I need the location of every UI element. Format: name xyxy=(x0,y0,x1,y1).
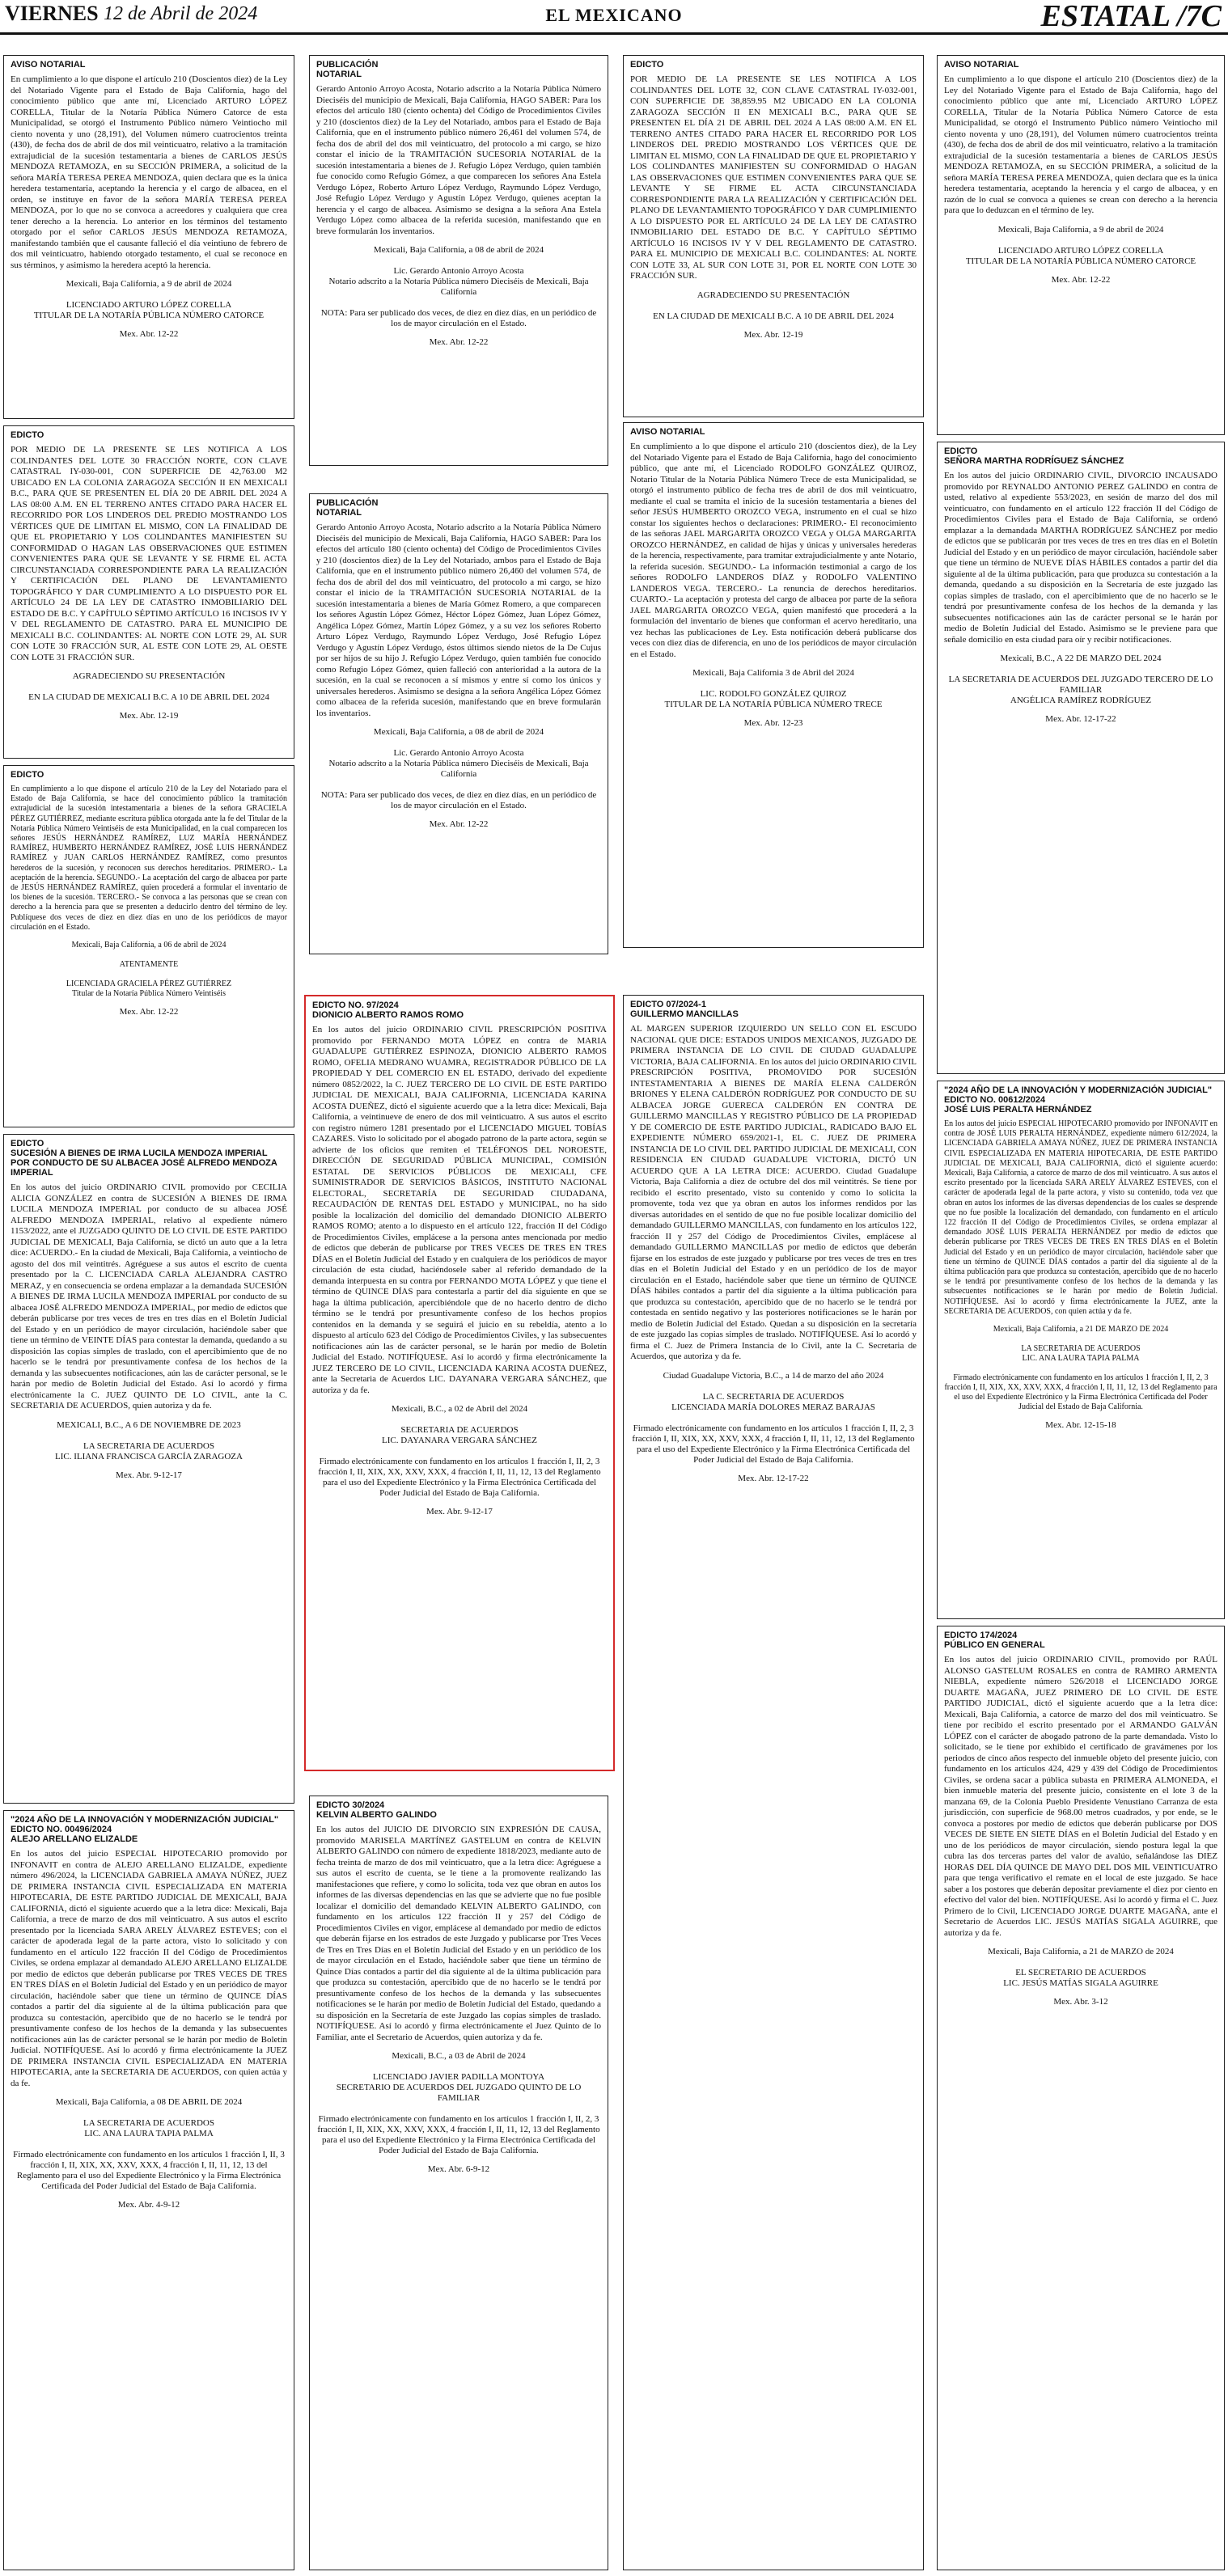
notice-edicto-perez-gutierrez xyxy=(3,765,294,1127)
notice-heading: AVISO NOTARIAL xyxy=(630,427,705,437)
notice-reference: Mex. Abr. 9-12-17 xyxy=(116,1470,182,1480)
notice-reference: Mex. Abr. 12-22 xyxy=(429,819,489,829)
notice-heading: EDICTO SEÑORA MARTHA RODRÍGUEZ SÁNCHEZ xyxy=(944,446,1124,466)
notice-edicto-ramos-romo xyxy=(304,995,615,1771)
notice-body: En los autos del JUICIO DE DIVORCIO SIN EXPRESIÓN DE CAUSA, promovido MARISELA MARTÍNEZ GASTELUM en contra de KELVIN ALBERTO GALINDO con número de expediente 1818/2023, mediante auto de fecha treinta de marzo de dos mil veinticuatro, que a la letra dice: Agréguese a sus autos el escrito de cuenta, se le tiene a la promovente realizando las manifestaciones que refiere, y como lo solicita, toda vez que obran en autos los informes de las diversas dependencias en las que se advierte que no fue posible localizar el domicilio del demandado KELVIN ALBERTO GALINDO, con fundamento en los artículos 122 fracción II y 257 del Código de Procedimientos Civiles en vigor, emplácese al demandado por medio de edictos que deberán fijarse en los estrados de este Juzgado y publicarse por Tres Veces de Tres en Tres Días en el Boletín Judicial del Estado y en un periódico de los de mayor circulación en el Estado, haciéndole saber que tiene un término de Quince Días contados a partir del día siguiente al de la última publicación para que produzca su contestación, apercibido que de no hacerlo se le tendrá por presuntivamente confeso de los hechos de la demanda y las subsecuentes notificaciones se le harán por medio de Boletín Judicial del Estado, quedando a su disposición en la Secretaría de este Juzgado las copias simples de traslado. NOTIFÍQUESE. Así lo acordó y firma electrónicamente el Juez Quinto de lo Familiar, ante el Secretario de Acuerdos, quien autoriza y da fe. xyxy=(316,1825,603,2042)
notice-body: Gerardo Antonio Arroyo Acosta, Notario adscrito a la Notaría Pública Número Dieciséis del municipio de Mexicali, Baja California, HAGO SABER: Para los efectos del artículo 180 (ciento ochenta) del Código de Procedimientos Civiles y 210 (doscientos diez) de la Ley del Notariado, ambos para el Estado de Baja California, que en el instrumento público número 26,460 del volumen 574, de fecha dos de abril del dos mil veinticuatro, del protocolo a mi cargo, se hizo constar el inicio de la TRAMITACIÓN SUCESORIA NOTARIAL de la sucesión intestamentaria a bienes de María Gómez Romero, a que comparecen los señores Agustín López Gómez, Héctor López Gómez, Juan López Gómez, Angélica López Gómez, Martín López Gómez, y a su vez los señores Roberto Arturo López Verdugo, Raymundo López Verdugo, José Refugio López Verdugo y Agustín López Verdugo, éstos últimos siendo nietos de la De Cujus por ser hijos de su hijo J. Refugio López Verdugo, quien también fue conocido como Refugio López Gómez, quien falleció con anterioridad a la autora de la sucesión, en la cual se reconocen a sí mismos y entre sí como los únicos y universales herederos. Asimismo se designa a la señora Angélica López Gómez como albacea de la referida sucesión, manifestando que en breve formularán los inventarios. xyxy=(316,522,603,718)
notice-signature: Mexicali, Baja California, a 08 de abril de 2024 Lic. Gerardo Antonio Arroyo Acosta Notario adscrito a la Notaría Pública número Dieciséis de Mexicali, Baja California NOTA: Para ser publicado dos veces, de diez en diez días, en un periódico de los de mayor circulación en el Estado. xyxy=(320,245,597,328)
notice-aviso-notarial-lopez-corella xyxy=(3,55,294,419)
notice-edicto-publico-en-general xyxy=(937,1626,1225,2570)
notice-reference: Mex. Abr. 12-23 xyxy=(743,718,803,728)
notice-heading: EDICTO 174/2024 PÚBLICO EN GENERAL xyxy=(944,1631,1045,1650)
notice-heading: "2024 AÑO DE LA INNOVACIÓN Y MODERNIZACIÓN JUDICIAL" EDICTO NO. 00612/2024 JOSÉ LUIS PERALTA HERNÁNDEZ xyxy=(944,1085,1213,1115)
notice-reference: Mex. Abr. 12-17-22 xyxy=(738,1473,809,1483)
notice-signature: AGRADECIENDO SU PRESENTACIÓN EN LA CIUDAD DE MEXICALI B.C. A 10 DE ABRIL DEL 2024 xyxy=(653,290,894,321)
notice-signature: Mexicali, Baja California, a 9 de abril de 2024 LICENCIADO ARTURO LÓPEZ CORELLA TITULAR DE LA NOTARÍA PÚBLICA NÚMERO CATORCE xyxy=(965,224,1196,266)
notice-body: En los autos del juicio ORDINARIO CIVIL, promovido por RAÚL ALONSO GASTELUM ROSALES en contra de RAMIRO ARMENTA NIEBLA, expediente número 526/2018 el LICENCIADO JORGE DUARTE MAGAÑA, JUEZ PRIMERO DE LO CIVIL DE ESTE PARTIDO JUDICIAL, dictó el siguiente acuerdo que a la letra dice: Mexicali, Baja California, a catorce de marzo del dos mil veinticuatro. Se tiene por recibido el escrito presentado por el ARMANDO GALVÁN LÓPEZ con el carácter de abogado patrono de la parte demandada. Visto lo solicitado, se le tiene por exhibido el certificado de gravámenes por los periodos de cinco años respecto del inmueble objeto del presente juicio, con fundamento en los artículos 424, 429 y 439 del Código de Procedimientos Civiles, se ordena sacar a pública subasta en PRIMERA ALMONEDA, el bien inmueble materia del presente juicio, consistente en el lote 3 de la manzana 69, de la Colonia Pueblo Presidente Venustiano Carranza de esta jurisdicción, con superficie de 968.00 metros cuadrados, y por ende, se le convoca a postores por medio de edictos que deberán publicarse por DOS VECES DE SIETE EN SIETE DÍAS en el Boletín Judicial del Estado y en uno de los periódicos de mayor circulación, siendo postura legal la que cubra las dos terceras partes del valor de avalúo, señalándose las DIEZ HORAS DEL DÍA QUINCE DE MAYO DEL DOS MIL VEINTICUATRO para que tenga verificativo el remate en el local de este juzgado. Se hace saber a los postores que deberán depositar previamente el diez por ciento en efectivo del valor del bien. NOTIFÍQUESE. Así lo acordó y firma el C. Juez Primero de lo Civil, LICENCIADO JORGE DUARTE MAGAÑA, ante el Secretario de Acuerdos LIC. JESÚS MATÍAS SIGALA AGUIRRE, que autoriza y da fe. xyxy=(944,1655,1220,1938)
notice-edicto-lote-32 xyxy=(623,55,924,417)
notice-edicto-lote-30 xyxy=(3,425,294,759)
notice-reference: Mex. Abr. 12-22 xyxy=(429,337,489,347)
notice-heading: PUBLICACIÓN NOTARIAL xyxy=(316,498,379,518)
notice-body: En los autos del juicio ESPECIAL HIPOTECARIO promovido por INFONAVIT en contra de ALEJO ARELLANO ELIZALDE, expediente número 496/2024, la LICENCIADA GABRIELA AMAYA NÚÑEZ, JUEZ DE PRIMERA INSTANCIA CIVIL ESPECIALIZADA EN MATERIA HIPOTECARIA, DE ESTE PARTIDO JUDICIAL DE MEXICALI, BAJA CALIFORNIA, dictó el siguiente acuerdo que a la letra dice: Mexicali, Baja California, a trece de marzo de dos mil veinticuatro. A sus autos el escrito presentado por la licenciada SARA ARELY ÁLVAREZ ESTEVES; con el carácter de apoderada legal de la parte actora, visto lo solicitado y con fundamento en el artículo 122 fracción II del Código de Procedimientos Civiles, se ordena emplazar al demandado ALEJO ARELLANO ELIZALDE por medio de edictos que deberán publicarse por TRES VECES DE TRES EN TRES DÍAS en el Boletín Judicial del Estado y en un periódico de mayor circulación, haciéndole saber que tiene un término de QUINCE DÍAS contados a partir del día siguiente al de la última publicación para que produzca su contestación, apercibido que de no hacerlo se le tendrá por presuntivamente confeso de los hechos de la demanda y las subsecuentes notificaciones aún las de carácter personal se le harán por medio de Boletín Judicial. NOTIFÍQUESE. Así lo acordó y firma electrónicamente la JUEZ DE PRIMERA INSTANCIA CIVIL ESPECIALIZADA EN MATERIA HIPOTECARIA, ante la SECRETARIA DE ACUERDOS, con quien actúa y da fe. xyxy=(11,1849,290,2088)
notice-body: En los autos del juicio ORDINARIO CIVIL PRESCRIPCIÓN POSITIVA promovido por FERNANDO MOTA LÓPEZ en contra de MARIA GUADALUPE GUTIÉRREZ ESPINOZA, DIONICIO ALBERTO RAMOS ROMO, OFELIA MEDRANO WUAMRA, REGISTRADOR PÚBLICO DE LA PROPIEDAD Y DEL COMERCIO EN EL ESTADO, derivado del expediente número 0852/2022, la C. JUEZ TERCERO DE LO CIVIL DE ESTE PARTIDO JUDICIAL DE MEXICALI, BAJA CALIFORNIA, LICENCIADA KARINA ACOSTA DUEÑEZ, dictó el siguiente acuerdo que a la letra dice: Mexicali, Baja California, a veintinueve de enero de dos mil veinticuatro. A sus autos el escrito con registro número 1281 presentado por el LICENCIADO MIGUEL TOBÍAS CAZARES. Visto lo solicitado por el abogado patrono de la parte actora, según se advierte de los oficios que remiten el TELÉFONOS DEL NOROESTE, DIRECCIÓN DE SEGURIDAD PÚBLICA MUNICIPAL, COMISIÓN ESTATAL DE SERVICIOS PÚBLICOS DE MEXICALI, CFE SUMINISTRADOR DE SERVICIOS BÁSICOS, INSTITUTO NACIONAL ELECTORAL, SECRETARÍA DE SEGURIDAD CIUDADANA, RECAUDACIÓN DE RENTAS DEL ESTADO y MUNICIPAL, no ha sido posible la localización del domicilio del demandado DIONICIO ALBERTO RAMOS ROMO; atento a lo dispuesto en el artículo 122, fracción II del Código de Procedimientos Civiles, emplácese a la persona antes mencionada por medio de edictos que deberán de publicarse por TRES VECES DE TRES EN TRES DÍAS en el Boletín Judicial del Estado y en cualquiera de los periódicos de mayor circulación de esta ciudad, haciéndosele saber al referido demandado de la demanda interpuesta en su contra por FERNANDO MOTA LÓPEZ y que tiene el término de QUINCE DÍAS para contestarla a partir del día siguiente en que se haga la última publicación, apercibiéndole que de no hacerlo dentro de dicho término se le tendrá por presuntivamente confeso de los hechos propios contenidos en la demanda y se seguirá el juicio en su rebeldía, atento a lo dispuesto al artículo 623 del Código de Procedimientos Civiles, y las subsecuentes notificaciones aún las de carácter personal, se le harán por medio de Boletín Judicial del Estado. NOTIFÍQUESE. Así lo acordó y firma electrónicamente la JUEZ TERCERO DE LO CIVIL, LICENCIADA KARINA ACOSTA DUEÑEZ, ante la Secretaria de Acuerdos LIC. DAYANARA VERGARA SÁNCHEZ, que autoriza y da fe. xyxy=(312,1025,609,1395)
notice-heading: EDICTO xyxy=(11,430,44,440)
notice-aviso-notarial-lopez-corella-2 xyxy=(937,55,1225,435)
notice-edicto-arellano-elizalde xyxy=(3,1810,294,2570)
notice-signature: Mexicali, Baja California, a 21 DE MARZO DE 2024 LA SECRETARIA DE ACUERDOS LIC. ANA LAURA TAPIA PALMA Firmado electrónicamente con fundamento en los artículos 1 fracción I, II, 2, 3 fracción I, II, XIX, XX, XXV, XXX, 4 fracción I, II, 11, 12, 13 del Reglamento para el uso del Expediente Electrónico y la Firma Electrónica Certificada del Poder Judicial del Estado de Baja California. xyxy=(944,1325,1217,1412)
notice-body: En los autos del juicio ORDINARIO CIVIL promovido por CECILIA ALICIA GONZÁLEZ en contra de SUCESIÓN A BIENES DE IRMA LUCILA MENDOZA IMPERIAL por conducto de su albacea JOSÉ ALFREDO MENDOZA IMPERIAL, relativo al expediente número 1153/2022, ante el JUZGADO QUINTO DE LO CIVIL DE ESTE PARTIDO JUDICIAL DE MEXICALI, Baja California, se dictó un auto que a la letra dice: ACUERDO.- En la ciudad de Mexicali, Baja California, a veintiocho de agosto del dos mil veintitrés. Agréguese a sus autos el escrito de cuenta presentado por la C. LICENCIADA CARLA ALEJANDRA CASTRO MERAZ, y en consecuencia se ordena emplazar a la demandada SUCESIÓN A BIENES DE IRMA LUCILA MENDOZA IMPERIAL por conducto de su albacea JOSÉ ALFREDO MENDOZA IMPERIAL, por medio de edictos que deberán publicarse por tres veces de tres en tres días en el Boletín Judicial del Estado y en un periódico de mayor circulación, haciéndole saber que tiene un término de VEINTE DÍAS para contestar la demanda, quedando a su disposición las copias simples de traslado, con el apercibimiento que de no hacerlo se le tendrá por presuntivamente confesa de los hechos de la demanda y las subsecuentes notificaciones, aún las de carácter personal, se le harán por medio de Boletín Judicial del Estado. Así lo acordó y firma electrónicamente la C. JUEZ QUINTO DE LO CIVIL, ante la C. SECRETARIA DE ACUERDOS, quien autoriza y da fe. xyxy=(11,1182,290,1411)
notice-signature: AGRADECIENDO SU PRESENTACIÓN EN LA CIUDAD DE MEXICALI B.C. A 10 DE ABRIL DEL 2024 xyxy=(28,671,269,702)
notice-heading: AVISO NOTARIAL xyxy=(11,60,86,70)
notice-heading: PUBLICACIÓN NOTARIAL xyxy=(316,60,379,79)
notice-signature: Mexicali, Baja California, a 08 de abril de 2024 Lic. Gerardo Antonio Arroyo Acosta Notario adscrito a la Notaría Pública número Dieciséis de Mexicali, Baja California NOTA: Para ser publicado dos veces, de diez en diez días, en un periódico de los de mayor circulación en el Estado. xyxy=(320,727,597,810)
notice-reference: Mex. Abr. 12-17-22 xyxy=(1045,714,1116,724)
notice-signature: Mexicali, B.C., a 03 de Abril de 2024 LICENCIADO JAVIER PADILLA MONTOYA SECRETARIO DE ACUERDOS DEL JUZGADO QUINTO DE LO FAMILIAR Firmado electrónicamente con fundamento en los artículos 1 fracción I, II, 2, 3 fracción I, II, XIX, XX, XXV, XXX, 4 fracción I, II, 11, 12, 13 del Reglamento para el uso del Expediente Electrónico y la Firma Electrónica Certificada del Poder Judicial del Estado de Baja California. xyxy=(317,2051,600,2155)
notice-reference: Mex. Abr. 9-12-17 xyxy=(426,1507,493,1516)
newspaper-name: EL MEXICANO xyxy=(545,5,683,25)
notice-body: POR MEDIO DE LA PRESENTE SE LES NOTIFICA A LOS COLINDANTES DEL LOTE 30 FRACCIÓN NORTE, CON CLAVE CATASTRAL IY-030-001, CON SUPERFICIE DE 42,763.00 M2 UBICADO EN LA COLONIA ZARAGOZA SECCIÓN II EN MEXICALI B.C., PARA QUE SE PRESENTEN EL DÍA 20 DE ABRIL DEL 2024 A LAS 08:00 A.M. EN EL TERRENO ANTES CITADO PARA HACER EL RECORRIDO POR LOS LINDEROS DEL PREDIO MOSTRANDO LOS VÉRTICES QUE DE LIMITAN EL MISMO, CON LA FINALIDAD DE QUE EL PROPIETARIO Y LOS COLINDANTES MANIFIESTEN SU CONFORMIDAD O HAGAN LAS OBSERVACIONES QUE ESTIMEN CONVENIENTES PARA QUE SE LEVANTE Y SE FIRME EL ACTA CIRCUNSTANCIADA CORRESPONDIENTE PARA LA REALIZACIÓN Y CERTIFICACIÓN DEL PLANO DE LEVANTAMIENTO TOPOGRÁFICO Y DAR CUMPLIMIENTO A LO DISPUESTO POR EL ARTÍCULO 24 DE LA LEY DE CATASTRO INMOBILIARIO DEL ESTADO DE B.C. Y CAPÍTULO SÉPTIMO ARTÍCULO 16 INCISOS IV Y V DEL REGLAMENTO DE CATASTRO. PARA EL MUNICIPIO DE MEXICALI B.C. COLINDANTES: AL NORTE CON LOTE 29, AL SUR CON LOTE 30 FRACCIÓN SUR, AL ESTE CON LOTE 29, AL OESTE CON LOTE 31 FRACCIÓN SUR. xyxy=(11,445,290,662)
notice-body: AL MARGEN SUPERIOR IZQUIERDO UN SELLO CON EL ESCUDO NACIONAL QUE DICE: ESTADOS UNIDOS MEXICANOS, JUZGADO DE PRIMERA INSTANCIA DE LO CIVIL DE CIUDAD GUADALUPE VICTORIA, BAJA CALIFORNIA. En los autos del juicio ORDINARIO CIVIL PRESCRIPCIÓN POSITIVA, PROMOVIDO POR SUCESIÓN INTESTAMENTARIA A BIENES DE MARÍA ELENA CALDERÓN BRIONES Y ELENA CALDERÓN RODRÍGUEZ POR CONDUCTO DE SU ALBACEA JORGE GUERECA CALDERÓN EN CONTRA DE GUILLERMO MANCILLAS Y REGISTRO PÚBLICO DE LA PROPIEDAD Y DE COMERCIO DE ESTE PARTIDO JUDICIAL, RADICADO BAJO EL EXPEDIENTE NÚMERO 659/2021-1, EL C. JUEZ DE PRIMERA INSTANCIA DE LO CIVIL DEL PARTIDO JUDICIAL DE MEXICALI, CON RESIDENCIA EN CIUDAD GUADALUPE VICTORIA, DICTÓ UN ACUERDO QUE A LA LETRA DICE: ACUERDO. Ciudad Guadalupe Victoria, Baja California a diez de octubre del dos mil veintitrés. Se tiene por recibido el escrito presentado, visto su contenido y como lo solicita la promovente, toda vez que ya obran en autos los informes rendidos por las diversas autoridades en el sentido de que no fue posible localizar domicilio del demandado GUILLERMO MANCILLAS, con fundamento en los artículos 122, fracción II y 257 del Código de Procedimientos Civiles, emplácese al demandado GUILLERMO MANCILLAS por medio de edictos que deberán fijarse en los estrados de este juzgado y publicarse por tres veces de tres en tres días en el Boletín Judicial del Estado y en un periódico de los de mayor circulación en el Estado, haciéndole saber que tiene un término de QUINCE DÍAS hábiles contados a partir del día siguiente a la última publicación para que produzca su contestación, apercibido que de no hacerlo se le tendrá por contestada en sentido negativo y las posteriores notificaciones se le harán por medio de Boletín Judicial del Estado. Quedan a su disposición en la secretaría de este juzgado las copias simples de traslado. NOTIFÍQUESE. Así lo acordó y firma el C. Juez de Primera Instancia de lo Civil, ante la C. Secretaria de Acuerdos, que autoriza y da fe. xyxy=(630,1024,919,1361)
notice-reference: Mex. Abr. 12-19 xyxy=(119,711,179,721)
notice-publicacion-notarial-lopez-verdugo xyxy=(309,55,608,466)
notice-heading: EDICTO xyxy=(11,770,44,780)
notice-signature: Mexicali, Baja California, a 08 DE ABRIL DE 2024 LA SECRETARIA DE ACUERDOS LIC. ANA LAURA TAPIA PALMA Firmado electrónicamente con fundamento en los artículos 1 fracción I, II, 3 fracción I, II, XIX, XX, XXV, XXX, 4 fracción I, II, 11, 12, 13 del Reglamento para el uso del Expediente Electrónico y la Firma Electrónica Certificada del Poder Judicial del Estado de Baja California. xyxy=(13,2097,285,2191)
header-rule xyxy=(0,32,1228,35)
notice-signature: Mexicali, Baja California, a 21 de MARZO de 2024 EL SECRETARIO DE ACUERDOS LIC. JESÚS MATÍAS SIGALA AGUIRRE xyxy=(988,1947,1174,1988)
notice-edicto-peralta-hernandez xyxy=(937,1081,1225,1619)
notice-body: En cumplimiento a lo que dispone el artículo 210 (doscientos diez), de la Ley del Notariado Vigente para el Estado de Baja California, hago del conocimiento público, que ante mí, el Licenciado RODOLFO GONZÁLEZ QUIROZ, Notario Titular de la Notaría Pública Número Trece de esta Municipalidad, se otorgó el instrumento público de fecha tres de abril de dos mil veinticuatro, mediante el cual se tramita el inicio de la sucesión testamentaria a bienes del señor JESÚS HUMBERTO OROZCO VEGA, instrumento en el cual se hizo constar los siguientes hechos o declaraciones: PRIMERO.- El reconocimiento de las señoras JAEL MARGARITA OROZCO VEGA y OLGA MARGARITA OROZCO HERNÁNDEZ, en calidad de hijas y únicas y universales herederas de la herencia, respectivamente, para tramitar extrajudicialmente y ante Notario, la referida sucesión. SEGUNDO.- La información testimonial a cargo de los señores RODOLFO LANDEROS DÍAZ y RODOLFO VALENTINO LANDEROS VEGA. TERCERO.- La renuncia de derechos hereditarios. CUARTO.- La aceptación y protesta del cargo de albacea por parte de la señora JAEL MARGARITA OROZCO VEGA, quien manifestó que procederá a la formulación del inventario de bienes que conforman el acervo hereditario, una vez hechas las publicaciones de Ley. Esta notificación deberá publicarse dos veces con diez días de diferencia, en uno de los periódicos de mayor circulación en el Estado. xyxy=(630,442,919,659)
header-day: VIERNES xyxy=(5,2,99,25)
notice-heading: EDICTO 30/2024 KELVIN ALBERTO GALINDO xyxy=(316,1800,437,1820)
notice-body: En cumplimiento a lo que dispone el artículo 210 de la Ley del Notariado para el Estado de Baja California, se hace del conocimiento público la tramitación extrajudicial de la sucesión intestamentaria a bienes de la señora GRACIELA PÉREZ GUTIÉRREZ, mediante escritura pública otorgada ante la fe del Titular de la Notaría Pública Número Veintiséis de esta Municipalidad, en la cual comparecen los señores JESÚS HERNÁNDEZ RAMÍREZ, LUZ MARÍA HERNÁNDEZ RAMÍREZ, HUMBERTO HERNÁNDEZ RAMÍREZ, JOSÉ LUIS HERNÁNDEZ RAMÍREZ y JUAN CARLOS HERNÁNDEZ RAMÍREZ, como presuntos herederos de la sucesión, y reconocen sus derechos hereditarios. PRIMERO.- La aceptación de la herencia. SEGUNDO.- La aceptación del cargo de albacea por parte de JESÚS HERNÁNDEZ RAMÍREZ, quien procederá a formular el inventario de los bienes de la sucesión. TERCERO.- Se convoca a las personas que se crean con derecho a la herencia para que se presenten a deducirlo dentro del término de ley. Publíquese dos veces de diez en diez días en uno de los periódicos de mayor circulación en el Estado. xyxy=(11,785,290,932)
notice-signature: Mexicali, Baja California, a 06 de abril de 2024 ATENTAMENTE LICENCIADA GRACIELA PÉREZ GUTIÉRREZ Titular de la Notaría Pública Número Veintiséis xyxy=(66,941,232,999)
notice-heading: EDICTO xyxy=(630,60,664,70)
notice-heading: "2024 AÑO DE LA INNOVACIÓN Y MODERNIZACIÓN JUDICIAL" EDICTO NO. 00496/2024 ALEJO ARELLANO ELIZALDE xyxy=(11,1815,279,1844)
notice-body: En cumplimiento a lo que dispone el artículo 210 (Doscientos diez) de la Ley del Notariado Vigente para el Estado de Baja California, hago del conocimiento público que ante mí, Licenciado ARTURO LÓPEZ CORELLA, Titular de la Notaría Pública Número Catorce de esta Municipalidad, se otorgó el Instrumento Público número Veintiocho mil ciento noventa y uno (28,191), del Volumen número cuatrocientos treinta (430), de fecha dos de abril de dos mil veinticuatro, relativo a la tramitación extrajudicial de la sucesión testamentaria a bienes de CARLOS JESÚS MENDOZA RETAMOZA, en su SECCIÓN PRIMERA, a solicitud de la señora MARÍA TERESA PEREA MENDOZA, quien declara que es la única heredera testamentaria, aceptando la herencia y el cargo de albacea, en el orden, se instituye en favor de la señora MARÍA TERESA PEREA MENDOZA, por lo que no se convoca a acreedores y cualquiera que crea tener derecho a la herencia. Lo anterior en los términos del testamento otorgado por el señor CARLOS JESÚS MENDOZA RETAMOZA, manifestando también que el causante falleció el día veintiuno de febrero de dos mil veinticuatro, habiendo otorgado testamento, el cual se reconoce en sus términos, y asimismo la heredera aceptó la herencia. xyxy=(11,74,290,270)
notice-signature: Ciudad Guadalupe Victoria, B.C., a 14 de marzo del año 2024 LA C. SECRETARIA DE ACUERDOS LICENCIADA MARÍA DOLORES MERAZ BARAJAS Firmado electrónicamente con fundamento en los artículos 1 fracción I, II, 2, 3 fracción I, II, XIX, XX, XXV, XXX, 4 fracción I, II, 11, 12, 13 del Reglamento para el uso del Expediente Electrónico y la Firma Electrónica Certificada del Poder Judicial del Estado de Baja California. xyxy=(632,1370,915,1465)
notice-signature: Mexicali, B.C., A 22 DE MARZO DEL 2024 LA SECRETARIA DE ACUERDOS DEL JUZGADO TERCERO DE LO FAMILIAR ANGÉLICA RAMÍREZ RODRÍGUEZ xyxy=(948,654,1213,705)
notice-reference: Mex. Abr. 3-12 xyxy=(1053,1997,1108,2007)
notice-body: En los autos del juicio ORDINARIO CIVIL, DIVORCIO INCAUSADO promovido por REYNALDO ANTONIO PEREZ GALINDO en contra de usted, relativo al expediente 553/2023, en sesión de marzo del dos mil veinticuatro, con fundamento en el artículo 122 fracción II del Código de Procedimientos Civiles para el Estado de Baja California, se ordenó emplazar a la demandada MARTHA RODRÍGUEZ SÁNCHEZ por medio de edictos que se publicarán por tres veces de tres en tres días en el Boletín Judicial del Estado y en un periódico de mayor circulación, haciéndole saber que tiene un término de NUEVE DÍAS HÁBILES contados a partir del día siguiente al de la última publicación, para que produzca su contestación a la demanda, quedando a su disposición en la Secretaría de este juzgado las copias simples de traslado, con el apercibimiento que de no hacerlo se le tendrá por presuntivamente confesa de los hechos de la demanda y las subsecuentes notificaciones aún las de carácter personal se le harán por medio de Boletín Judicial del Estado. Asimismo se le previene para que señale domicilio en esta ciudad para oír y recibir notificaciones. xyxy=(944,471,1220,645)
notice-reference: Mex. Abr. 6-9-12 xyxy=(427,2164,490,2174)
notice-body: En los autos del juicio ESPECIAL HIPOTECARIO promovido por INFONAVIT en contra de JOSÉ LUIS PERALTA HERNÁNDEZ, expediente número 612/2024, la LICENCIADA GABRIELA AMAYA NÚÑEZ, JUEZ DE PRIMERA INSTANCIA CIVIL ESPECIALIZADA EN MATERIA HIPOTECARIA, DE ESTE PARTIDO JUDICIAL DE MEXICALI, BAJA CALIFORNIA, dictó el siguiente acuerdo: Mexicali, Baja California, a catorce de marzo de dos mil veinticuatro. A sus autos el escrito presentado por la licenciada SARA ARELY ÁLVAREZ ESTEVES, con el carácter de apoderada legal de la parte actora, y visto su contenido, toda vez que obran en autos los informes de las diversas dependencias de los cuales se desprende que no fue posible la localización del demandado, con fundamento en el artículo 122 fracción II del Código de Procedimientos Civiles, se ordena emplazar al demandado JOSÉ LUIS PERALTA HERNÁNDEZ por medio de edictos que deberán publicarse por TRES VECES DE TRES EN TRES DÍAS en el Boletín Judicial del Estado y en un periódico de mayor circulación, haciéndole saber que tiene un término de QUINCE DÍAS contados a partir del día siguiente al de la última publicación para que produzca su contestación, apercibido que de no hacerlo se le tendrá por presuntivamente confeso de los hechos de la demanda y las subsecuentes notificaciones se le harán por medio de Boletín Judicial. NOTIFÍQUESE. Así lo acordó y firma electrónicamente la JUEZ, ante la SECRETARIA DE ACUERDOS, con quien actúa y da fe. xyxy=(944,1119,1220,1316)
notice-edicto-kelvin-galindo xyxy=(309,1796,608,2570)
notice-aviso-notarial-gonzalez-quiroz xyxy=(623,422,924,948)
notice-reference: Mex. Abr. 4-9-12 xyxy=(117,2200,180,2210)
section-title: ESTATAL /7C xyxy=(1040,0,1222,33)
notice-heading: EDICTO SUCESIÓN A BIENES DE IRMA LUCILA MENDOZA IMPERIAL POR CONDUCTO DE SU ALBACEA JOSÉ ALFREDO MENDOZA IMPERIAL xyxy=(11,1139,277,1178)
notice-signature: Mexicali, Baja California, a 9 de abril de 2024 LICENCIADO ARTURO LÓPEZ CORELLA TITULAR DE LA NOTARÍA PÚBLICA NÚMERO CATORCE xyxy=(33,279,265,320)
notice-publicacion-notarial-gomez-romero xyxy=(309,493,608,954)
notice-reference: Mex. Abr. 12-22 xyxy=(119,329,179,339)
notice-body: POR MEDIO DE LA PRESENTE SE LES NOTIFICA A LOS COLINDANTES DEL LOTE 32, CON CLAVE CATASTRAL IY-032-001, CON SUPERFICIE DE 38,859.95 M2 UBICADO EN LA COLONIA ZARAGOZA SECCIÓN II EN MEXICALI B.C., PARA QUE SE PRESENTEN EL DÍA 21 DE ABRIL DEL 2024 A LAS 08:00 A.M. EN EL TERRENO ANTES CITADO PARA HACER EL RECORRIDO POR LOS LINDEROS DEL PREDIO MOSTRANDO LOS VÉRTICES QUE DE LIMITAN EL MISMO, CON LA FINALIDAD DE QUE EL PROPIETARIO Y LOS COLINDANTES MANIFIESTEN SU CONFORMIDAD O HAGAN LAS OBSERVACIONES QUE ESTIMEN CONVENIENTES PARA QUE SE LEVANTE Y SE FIRME EL ACTA CIRCUNSTANCIADA CORRESPONDIENTE PARA LA REALIZACIÓN Y CERTIFICACIÓN DEL PLANO DE LEVANTAMIENTO TOPOGRÁFICO Y DAR CUMPLIMIENTO A LO DISPUESTO POR EL ARTÍCULO 24 DE LA LEY DE CATASTRO INMOBILIARIO DEL ESTADO DE B.C. Y CAPÍTULO SÉPTIMO ARTÍCULO 16 INCISOS IV Y V DEL REGLAMENTO DE CATASTRO. PARA EL MUNICIPIO DE MEXICALI B.C. COLINDANTES: AL NORTE CON LOTE 33, AL SUR CON LOTE 31, POR EL NORTE CON LOTE 30 FRACCIÓN SUR. xyxy=(630,74,919,281)
notice-signature: Mexicali, Baja California 3 de Abril del 2024 LIC. RODOLFO GONZÁLEZ QUIROZ TITULAR DE LA NOTARÍA PÚBLICA NÚMERO TRECE xyxy=(664,668,883,709)
notice-heading: AVISO NOTARIAL xyxy=(944,60,1019,70)
notice-heading: EDICTO NO. 97/2024 DIONICIO ALBERTO RAMOS ROMO xyxy=(312,1000,464,1020)
notice-edicto-mendoza-imperial xyxy=(3,1134,294,1804)
notice-signature: MEXICALI, B.C., A 6 DE NOVIEMBRE DE 2023 LA SECRETARIA DE ACUERDOS LIC. ILIANA FRANCISCA GARCÍA ZARAGOZA xyxy=(55,1419,243,1461)
notice-reference: Mex. Abr. 12-15-18 xyxy=(1045,1420,1116,1431)
header-date: 12 de Abril de 2024 xyxy=(104,3,258,24)
notice-body: En cumplimiento a lo que dispone el artículo 210 (Doscientos diez) de la Ley del Notariado Vigente para el Estado de Baja California, hago del conocimiento público que ante mí, Licenciado ARTURO LÓPEZ CORELLA, Titular de la Notaría Pública Número Catorce de esta Municipalidad, se otorgó el Instrumento Público número Veintiocho mil ciento noventa y uno (28,191), del Volumen número cuatrocientos treinta (430), de fecha dos de abril de dos mil veinticuatro, relativo a la tramitación extrajudicial de la sucesión testamentaria a bienes de CARLOS JESÚS MENDOZA RETAMOZA, en su SECCIÓN PRIMERA, a solicitud de la señora MARÍA TERESA PEREA MENDOZA, quien declara que es la única heredera testamentaria, aceptando la herencia y el cargo de albacea, y en razón de lo cual se convoca a quienes se crean con derecho a la herencia para que lo deduzcan en el término de ley. xyxy=(944,74,1220,215)
notice-heading: EDICTO 07/2024-1 GUILLERMO MANCILLAS xyxy=(630,1000,739,1019)
notice-signature: Mexicali, B.C., a 02 de Abril del 2024 SECRETARIA DE ACUERDOS LIC. DAYANARA VERGARA SÁNCHEZ Firmado electrónicamente con fundamento en los artículos 1 fracción I, II, 2, 3 fracción I, II, XIX, XX, XXV, XXX, 4 fracción I, II, 11, 12, 13 del Reglamento para el uso del Expediente Electrónico y la Firma Electrónica Certificada del Poder Judicial del Estado de Baja California. xyxy=(318,1404,601,1498)
page-header xyxy=(0,0,1228,32)
notice-body: Gerardo Antonio Arroyo Acosta, Notario adscrito a la Notaría Pública Número Dieciséis del municipio de Mexicali, Baja California, HAGO SABER: Para los efectos del artículo 180 (ciento ochenta) del Código de Procedimientos Civiles y 210 (doscientos diez) de la Ley del Notariado, ambos para el Estado de Baja California, que en el instrumento público número 26,461 del volumen 574, de fecha dos de abril del dos mil veinticuatro, del protocolo a mi cargo, se hizo constar el inicio de la TRAMITACIÓN SUCESORIA NOTARIAL de la sucesión intestamentaria a bienes de J. Refugio López Verdugo, quien también fue conocido como Refugio Gómez, a que comparecen los señores Ana Estela Verdugo López, Roberto Arturo López Verdugo, Raymundo López Verdugo, José Refugio López Verdugo y Agustín López Verdugo, quienes aceptan la herencia y el cargo de albacea. Asimismo se designa a la señora Ana Estela Verdugo López como albacea de la referida sucesión, manifestando que en breve formularán los inventarios. xyxy=(316,84,603,236)
notice-edicto-martha-rodriguez xyxy=(937,442,1225,1074)
notice-reference: Mex. Abr. 12-22 xyxy=(119,1007,179,1017)
notice-reference: Mex. Abr. 12-22 xyxy=(1051,274,1111,285)
notice-reference: Mex. Abr. 12-19 xyxy=(743,329,803,340)
notice-edicto-guillermo-mancillas xyxy=(623,995,924,2570)
